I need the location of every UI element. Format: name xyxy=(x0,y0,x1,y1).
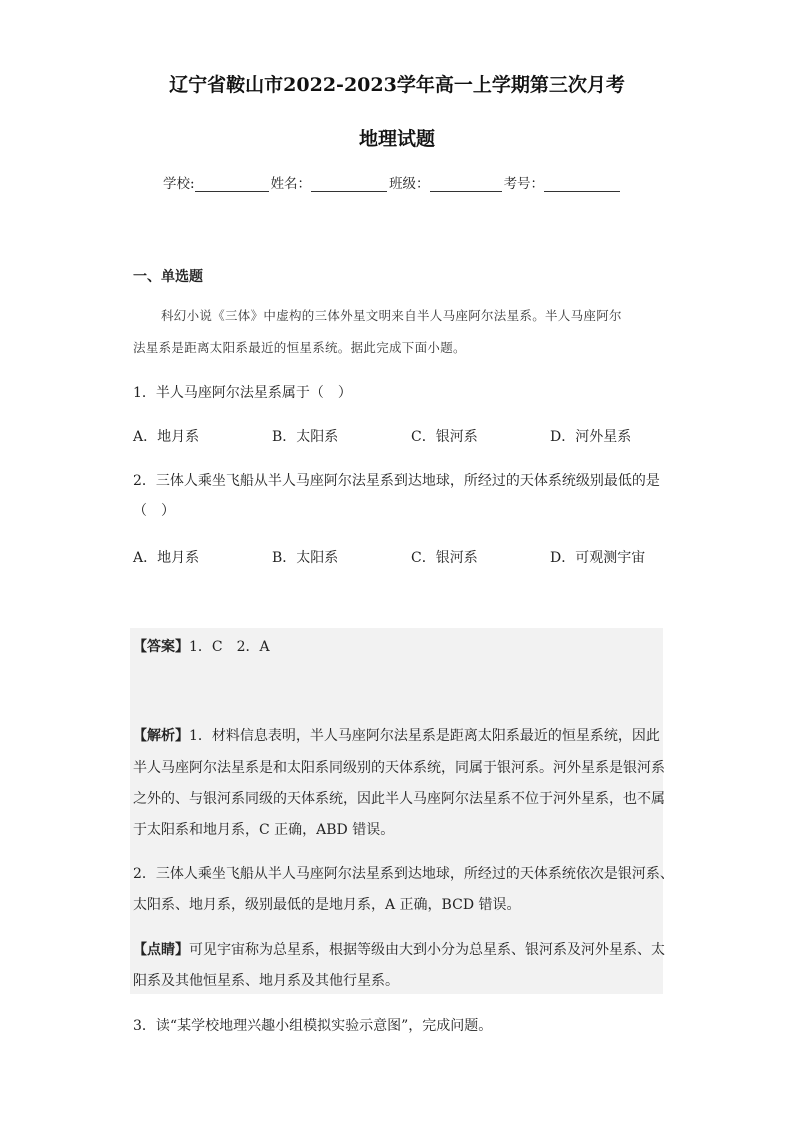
option-c: C．银河系 xyxy=(411,429,478,445)
analysis-label: 【解析】 xyxy=(133,728,189,744)
option-a: A．地月系 xyxy=(133,550,200,566)
question-2-stem: 2．三体人乘坐飞船从半人马座阿尔法星系到达地球，所经过的天体系统级别最低的是 xyxy=(133,473,660,489)
exam-no-blank[interactable] xyxy=(544,177,620,192)
question-1-stem: 1．半人马座阿尔法星系属于（ ） xyxy=(133,385,352,401)
option-c: C．银河系 xyxy=(411,550,478,566)
section-heading: 一、单选题 xyxy=(133,269,203,285)
name-blank[interactable] xyxy=(311,177,387,192)
answer-text: 1．C 2．A xyxy=(189,639,270,655)
exam-title: 辽宁省鞍山市2022-2023学年高一上学期第三次月考 xyxy=(169,74,625,96)
option-a: A．地月系 xyxy=(133,429,200,445)
option-d: D．可观测宇宙 xyxy=(550,550,646,566)
answer-label: 【答案】 xyxy=(133,639,189,655)
analysis-line: 半人马座阿尔法星系是和太阳系同级别的天体系统，同属于银河系。河外星系是银河系 xyxy=(133,760,665,776)
question-2-options xyxy=(133,547,693,567)
tip-line: 阳系及其他恒星系、地月系及其他行星系。 xyxy=(133,973,399,989)
class-blank[interactable] xyxy=(430,177,502,192)
exam-subject-title: 地理试题 xyxy=(358,128,435,150)
exam-no-label: 考号： xyxy=(503,176,545,192)
tip-label: 【点睛】 xyxy=(133,942,189,958)
analysis-line xyxy=(133,725,660,745)
answer-line xyxy=(133,636,270,656)
school-label: 学校: xyxy=(163,176,195,192)
school-blank[interactable] xyxy=(195,177,269,192)
student-info-line xyxy=(163,172,622,192)
question-1-options xyxy=(133,426,693,446)
analysis-line: 2．三体人乘坐飞船从半人马座阿尔法星系到达地球，所经过的天体系统依次是银河系、 xyxy=(133,866,674,882)
analysis-line: 太阳系、地月系，级别最低的是地月系，A 正确，BCD 错误。 xyxy=(133,897,521,913)
analysis-line: 之外的、与银河系同级的天体系统，因此半人马座阿尔法星系不位于河外星系，也不属 xyxy=(133,791,665,807)
option-d: D．河外星系 xyxy=(550,429,632,445)
class-label: 班级： xyxy=(389,176,430,192)
option-b: B．太阳系 xyxy=(272,550,339,566)
question-2-stem-cont: （ ） xyxy=(133,503,175,519)
tip-text: 可见宇宙称为总星系，根据等级由大到小分为总星系、银河系及河外星系、太 xyxy=(189,942,665,958)
analysis-line: 于太阳系和地月系，C 正确，ABD 错误。 xyxy=(133,822,395,838)
analysis-text: 1．材料信息表明，半人马座阿尔法星系是距离太阳系最近的恒星系统，因此 xyxy=(189,728,660,744)
tip-line xyxy=(133,939,665,959)
option-b: B．太阳系 xyxy=(272,429,339,445)
question-3-stem: 3．读“某学校地理兴趣小组模拟实验示意图”，完成问题。 xyxy=(133,1018,493,1034)
material-text-line: 科幻小说《三体》中虚构的三体外星文明来自半人马座阿尔法星系。半人马座阿尔 xyxy=(161,308,622,323)
material-text-line: 法星系是距离太阳系最近的恒星系统。据此完成下面小题。 xyxy=(133,340,466,355)
name-label: 姓名： xyxy=(270,176,312,192)
